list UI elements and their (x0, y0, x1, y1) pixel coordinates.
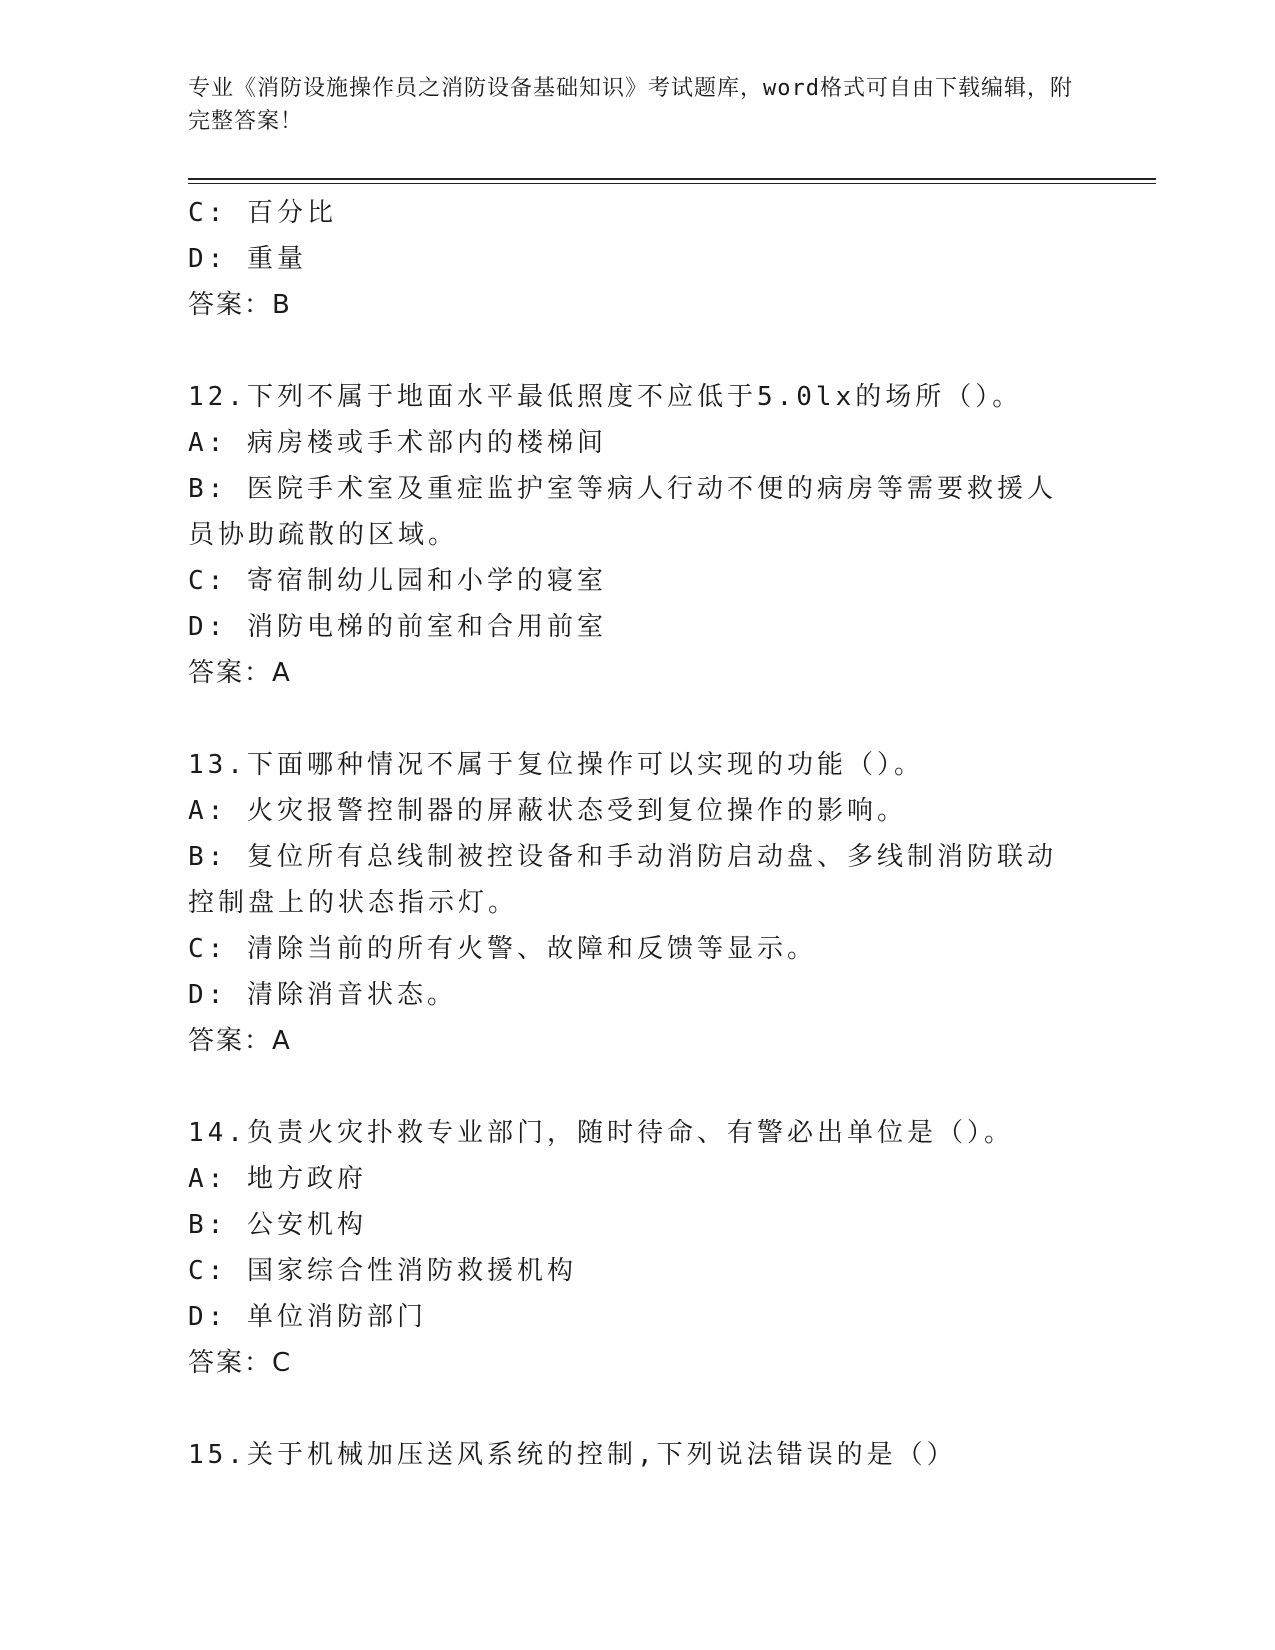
question-15 (188, 1432, 1088, 1478)
question-stem: 14.负责火灾扑救专业部门，随时待命、有警必出单位是（）。 (188, 1118, 1014, 1148)
option-d: D: 清除消音状态。 (188, 980, 457, 1010)
spacer (188, 696, 1088, 742)
option-a: A: 火灾报警控制器的屏蔽状态受到复位操作的影响。 (188, 796, 907, 826)
question-12 (188, 374, 1088, 696)
question-11-tail (188, 190, 1088, 328)
answer: 答案：A (188, 658, 292, 688)
answer: 答案：C (188, 1348, 293, 1378)
option-b: B: 医院手术室及重症监护室等病人行动不便的病房等需要救援人员协助疏散的区域。 (188, 474, 1057, 550)
option-a: A: 病房楼或手术部内的楼梯间 (188, 428, 607, 458)
option-b: B: 公安机构 (188, 1210, 367, 1240)
option-a: A: 地方政府 (188, 1164, 367, 1194)
question-13 (188, 742, 1088, 1064)
header-rule (188, 178, 1156, 180)
option-c: C: 百分比 (188, 198, 337, 228)
option-d: D: 单位消防部门 (188, 1302, 427, 1332)
option-c: C: 国家综合性消防救援机构 (188, 1256, 577, 1286)
question-stem: 15.关于机械加压送风系统的控制,下列说法错误的是（） (188, 1440, 957, 1470)
option-c: C: 清除当前的所有火警、故障和反馈等显示。 (188, 934, 817, 964)
question-stem: 13.下面哪种情况不属于复位操作可以实现的功能（）。 (188, 750, 924, 780)
page-header: 专业《消防设施操作员之消防设备基础知识》考试题库，word格式可自由下载编辑，附完整答案！ (188, 76, 1073, 134)
option-d: D: 消防电梯的前室和合用前室 (188, 612, 607, 642)
question-list (188, 190, 1088, 1478)
answer: 答案：B (188, 290, 292, 320)
option-c: C: 寄宿制幼儿园和小学的寝室 (188, 566, 607, 596)
question-14 (188, 1110, 1088, 1386)
spacer (188, 1386, 1088, 1432)
option-d: D: 重量 (188, 244, 307, 274)
answer: 答案：A (188, 1026, 292, 1056)
question-stem: 12.下列不属于地面水平最低照度不应低于5.0lx的场所（）。 (188, 382, 1023, 412)
option-b: B: 复位所有总线制被控设备和手动消防启动盘、多线制消防联动控制盘上的状态指示灯。 (188, 842, 1057, 918)
header-rule-secondary (188, 183, 1156, 184)
spacer (188, 1064, 1088, 1110)
spacer (188, 328, 1088, 374)
